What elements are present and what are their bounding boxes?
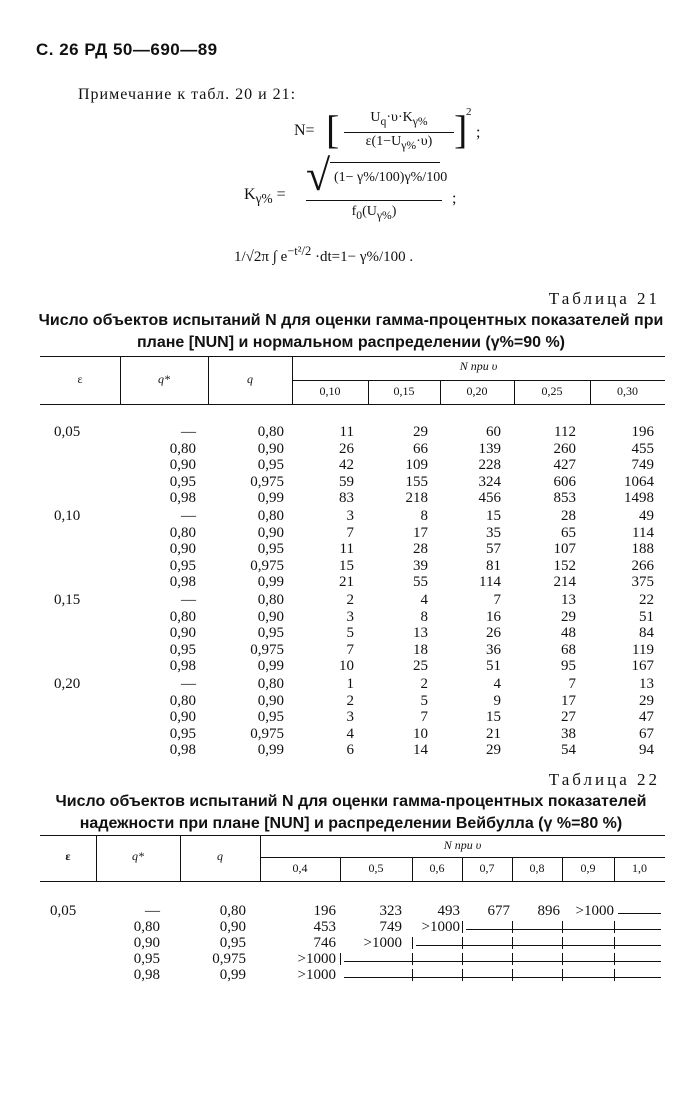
n-value: 746 [313,935,336,951]
n-value: 84 [639,625,654,641]
qstar-value: 0,90 [169,709,196,725]
page-header: С. 26 РД 50—690—89 [36,40,218,59]
n-value: 107 [553,541,576,557]
cell-tick [562,969,563,981]
q-value: 0,95 [257,541,284,557]
n-value: 42 [339,457,354,473]
n-value: 28 [413,541,428,557]
col-q-header: q [247,372,253,386]
q-value: 0,975 [250,725,284,742]
table21-title-line2: плане [NUN] и нормальном распределении (γ%=90 %) [137,334,565,351]
n-value: 16 [486,608,501,625]
cell-tick [462,937,463,949]
n-value: 36 [486,641,501,658]
n-value: 25 [413,658,428,674]
n-value: 493 [437,903,460,919]
n-value: 7 [568,676,576,692]
cell-tick [412,969,413,981]
n-value: 3 [346,508,354,524]
q-value: 0,80 [257,592,284,608]
n-value: 1498 [624,490,654,506]
header-mid-rule [292,380,665,381]
col-v-header: 0,25 [541,384,563,398]
q-value: 0,99 [257,574,284,590]
eps-value: 0,20 [54,676,81,692]
table22-title-line1: Число объектов испытаний N для оценки гамма-процентных показателей [55,793,647,810]
n-value: 83 [339,490,354,506]
n-value: 7 [346,524,354,541]
q-value: 0,975 [212,951,246,967]
n-value: 152 [553,557,576,574]
n-value: 375 [631,574,654,590]
n-value: 29 [639,692,654,709]
n-value: 81 [486,557,501,574]
qstar-value: 0,90 [169,541,196,557]
col-v-header: 1,0 [632,861,647,875]
n-value: 323 [379,903,402,919]
n-value: >1000 [297,967,336,983]
n-value: 29 [413,424,428,440]
n-value: 7 [346,641,354,658]
n-value: >1000 [421,919,460,935]
cell-tick [340,953,341,965]
q-value: 0,90 [257,524,284,541]
q-value: 0,90 [257,608,284,625]
table21-title-line1: Число объектов испытаний N для оценки гамма-процентных показателей при [38,312,664,329]
eps-value: 0,10 [54,508,81,524]
col-eps-header: ε [65,849,71,863]
q-value: 0,99 [257,742,284,758]
cell-tick [462,969,463,981]
left-bracket: [ [326,107,340,152]
qstar-value: 0,90 [169,457,196,473]
n-value: 29 [486,742,501,758]
n-value: 3 [346,709,354,725]
n-value: 13 [413,625,428,641]
n-value: 13 [639,676,654,692]
n-value: 21 [339,574,354,590]
n-value: 2 [420,676,428,692]
cell-tick [462,953,463,965]
n-value: 55 [413,574,428,590]
table-top-rule [40,356,665,357]
eps-value: 0,05 [54,424,81,440]
qstar-value: 0,80 [169,692,196,709]
qstar-value: — [181,508,196,524]
col-eps-header: ε [77,372,83,386]
qstar-value: 0,98 [169,574,196,590]
q-value: 0,90 [219,919,246,935]
n-value: 54 [561,742,576,758]
n-value: 188 [631,541,654,557]
q-value: 0,80 [257,424,284,440]
n-value: 48 [561,625,576,641]
sqrt-bar [330,162,440,163]
table22-title-line2: надежности при плане [NUN] и распределении Вейбулла (γ %=80 %) [79,815,623,832]
n-value: 2 [346,692,354,709]
n-value: 29 [561,608,576,625]
n-value: 35 [486,524,501,541]
n-value: 853 [553,490,576,506]
n-value: 11 [339,541,354,557]
cell-tick [412,953,413,965]
qstar-value: 0,98 [133,967,160,983]
n-value: 14 [413,742,428,758]
n-value: 10 [413,725,428,742]
n-value: 749 [379,919,402,935]
formula-k-numerator: (1− γ%/100)γ%/100 [334,170,448,185]
q-value: 0,95 [257,457,284,473]
n-value: 2 [346,592,354,608]
qstar-value: 0,90 [169,625,196,641]
n-value: 13 [561,592,576,608]
n-value: 749 [631,457,654,473]
qstar-value: 0,90 [133,935,160,951]
formula-k-denominator: $f_0(U_{\gamma\%})$ [351,204,397,222]
n-value: 167 [631,658,654,674]
n-value: 49 [639,508,654,524]
formula-n-left: N= [294,122,315,139]
cell-tick [614,953,615,965]
q-value: 0,975 [250,473,284,490]
n-value: 51 [486,658,501,674]
n-value: >1000 [297,951,336,967]
col-n-header: N при υ [459,359,498,373]
n-value: 7 [420,709,428,725]
cell-tick [462,921,463,933]
q-value: 0,80 [219,903,246,919]
cell-tick [614,937,615,949]
col-v-header: 0,8 [529,861,545,875]
n-value: 260 [553,440,576,457]
col-qstar-header: q* [132,849,144,863]
formula-k-left: $K_{\gamma\%}$ = [244,186,286,207]
n-value: 266 [631,557,654,574]
fraction-bar [344,132,454,133]
q-value: 0,90 [257,440,284,457]
col-v-header: 0,15 [393,384,415,398]
n-value: 39 [413,557,428,574]
table21-title [36,310,666,354]
cell-tick [512,969,513,981]
q-value: 0,80 [257,508,284,524]
n-value: 7 [493,592,501,608]
q-value: 0,975 [250,641,284,658]
n-value: 139 [478,440,501,457]
n-value: 4 [493,676,501,692]
n-value: 114 [479,574,501,590]
qstar-value: 0,80 [169,440,196,457]
qstar-value: 0,98 [169,742,196,758]
n-value: 5 [420,692,428,709]
n-value: 17 [413,524,428,541]
table22 [40,835,665,985]
n-value: >1000 [575,903,614,919]
qstar-value: — [181,424,196,440]
right-bracket: ] [454,107,468,152]
col-qstar-header: q* [158,372,170,386]
cell-tick [512,921,513,933]
n-value: 456 [478,490,501,506]
q-value: 0,90 [257,692,284,709]
n-value: 17 [561,692,576,709]
n-value: 21 [486,725,501,742]
n-value: 455 [631,440,654,457]
q-value: 0,975 [250,557,284,574]
n-value: 196 [631,424,654,440]
col-v-header: 0,6 [429,861,445,875]
n-value: 26 [339,440,354,457]
n-value: 155 [405,473,428,490]
n-value: 218 [405,490,428,506]
n-value: 57 [486,541,501,557]
n-value: 427 [553,457,576,473]
n-value: 15 [486,508,501,524]
qstar-value: 0,95 [169,641,196,658]
sqrt-sign: √ [306,151,331,200]
n-value: 9 [493,692,501,709]
n-value: 214 [553,574,576,590]
q-value: 0,80 [257,676,284,692]
n-value: 114 [632,524,654,541]
col-v-header: 0,30 [617,384,638,398]
n-value: 18 [413,641,428,658]
cell-tick [614,969,615,981]
table21-label: Таблица 21 [548,289,660,308]
note-label: Примечание к табл. 20 и 21: [78,86,297,103]
n-value: 228 [478,457,501,473]
table22-title [36,791,666,835]
formula-n-denominator: $\varepsilon(1-U_{\gamma\%}\cdot\upsilon)$ [365,134,433,152]
n-value: 26 [486,625,501,641]
col-v-header: 0,7 [479,861,495,875]
eps-value: 0,05 [50,903,77,919]
n-value: 3 [346,608,354,625]
n-value: 8 [420,508,428,524]
n-value: 68 [561,641,576,658]
cell-tick [412,937,413,949]
n-value: 38 [561,725,576,742]
n-value: 15 [339,557,354,574]
qstar-value: 0,80 [169,608,196,625]
n-value: 453 [313,919,336,935]
qstar-value: 0,95 [133,951,160,967]
col-v-header: 0,10 [319,384,341,398]
n-value: 10 [339,658,354,674]
n-value: 8 [420,608,428,625]
n-value: 109 [405,457,428,473]
q-value: 0,95 [257,625,284,641]
qstar-value: 0,98 [169,490,196,506]
formula-n-end: ; [476,124,481,141]
eps-value: 0,15 [54,592,81,608]
qstar-value: — [181,592,196,608]
qstar-value: — [181,676,196,692]
n-value: 65 [561,524,576,541]
qstar-value: 0,95 [169,473,196,490]
col-v-header: 0,20 [466,384,488,398]
cell-tick [562,937,563,949]
n-value: 896 [537,903,560,919]
cell-tick [512,953,513,965]
n-value: 15 [486,709,501,725]
cell-tick [562,921,563,933]
n-value: 67 [639,725,654,742]
header-bottom-rule [40,404,665,405]
n-value: 4 [420,592,428,608]
n-value: 606 [553,473,576,490]
n-value: 59 [339,473,354,490]
cell-tick [614,921,615,933]
qstar-value: 0,80 [169,524,196,541]
cell-tick [562,953,563,965]
n-value: 4 [346,725,354,742]
n-value: 47 [639,709,654,725]
n-value: 51 [639,608,654,625]
n-value: 677 [487,903,510,919]
n-value: 60 [486,424,501,440]
q-value: 0,99 [219,967,246,983]
formula-k-end: ; [452,190,457,207]
n-value: 66 [413,440,428,457]
table21 [40,356,665,760]
qstar-value: 0,98 [169,658,196,674]
formula-integral: 1/√2π ∫ $e^{-t^2/2} \cdot dt=1- \gamma\%/100$ . [234,244,414,265]
q-value: 0,99 [257,490,284,506]
n-value: 1064 [624,473,654,490]
n-value: 112 [554,424,576,440]
header-bottom-rule [40,881,665,882]
qstar-value: 0,95 [169,725,196,742]
n-value: 324 [478,473,501,490]
continuation-line [416,945,661,946]
fraction-bar [306,200,442,201]
continuation-line [618,913,661,914]
n-value: 94 [639,742,654,758]
n-value: 11 [339,424,354,440]
q-value: 0,99 [257,658,284,674]
col-v-header: 0,9 [580,861,596,875]
n-value: 5 [346,625,354,641]
n-value: 1 [346,676,354,692]
formula-n-numerator: $U_q\cdot\upsilon\cdot K_{\gamma\%}$ [370,110,428,128]
col-v-header: 0,5 [368,861,384,875]
q-value: 0,95 [257,709,284,725]
qstar-value: — [145,903,160,919]
n-value: 95 [561,658,576,674]
cell-tick [512,937,513,949]
n-value: 28 [561,508,576,524]
table22-label: Таблица 22 [548,770,660,789]
formula-k [244,151,474,230]
col-n-header: N при υ [443,838,482,852]
n-value: >1000 [363,935,402,951]
q-value: 0,95 [219,935,246,951]
n-value: 6 [346,742,354,758]
n-value: 27 [561,709,576,725]
n-value: 22 [639,592,654,608]
continuation-line [466,929,661,930]
col-v-header: 0,4 [292,861,308,875]
formula-n-exponent: 2 [466,106,472,118]
qstar-value: 0,80 [133,919,160,935]
qstar-value: 0,95 [169,557,196,574]
col-q-header: q [217,849,223,863]
table-top-rule [40,835,665,836]
n-value: 119 [632,641,654,658]
n-value: 196 [313,903,336,919]
